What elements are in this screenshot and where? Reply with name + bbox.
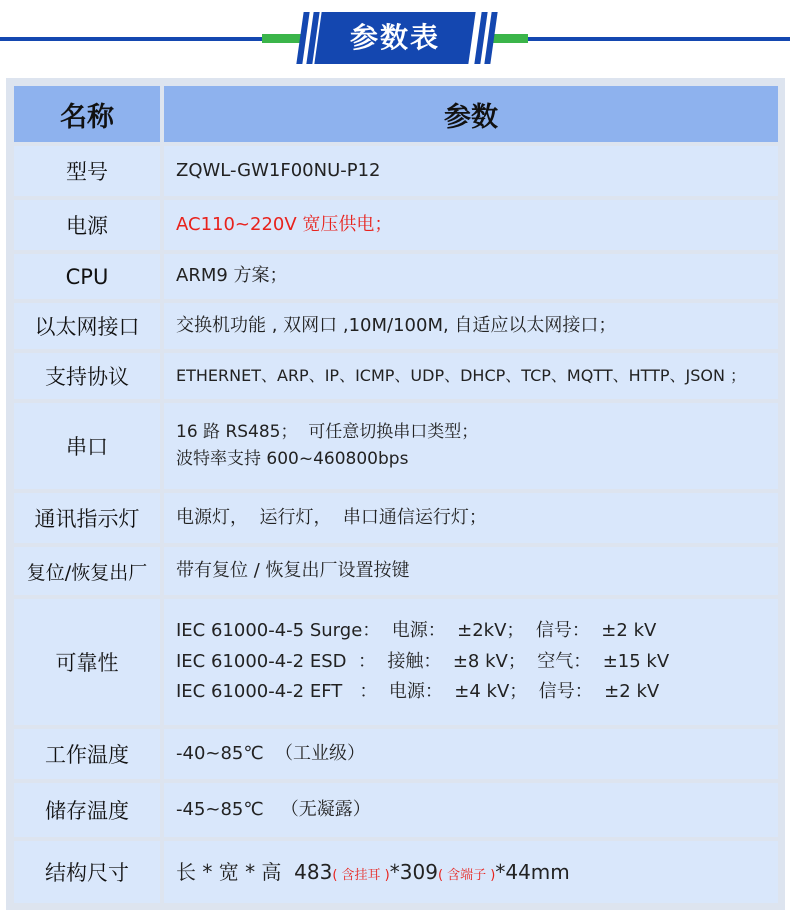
row-label: 型号 [14,146,160,196]
value-line: -40~85℃ （工业级） [176,742,366,764]
size-note: ( 含端子 ) [437,867,496,883]
row-label: 工作温度 [14,729,160,779]
value-line: IEC 61000-4-2 EFT ： 电源： ±4 kV； 信号： ±2 kV [176,681,660,703]
value-line: 带有复位 / 恢复出厂设置按键 [176,559,410,581]
row-label: 复位/恢复出厂 [14,547,160,595]
size-text: *309 [389,859,438,884]
row-label: 结构尺寸 [14,841,160,903]
row-value [164,599,778,725]
row-value [164,200,778,250]
page-banner [0,0,790,72]
value-line: IEC 61000-4-2 ESD ： 接触： ±8 kV； 空气： ±15 kV [176,650,670,672]
table-row [14,841,778,903]
table-row [14,783,778,837]
banner-accent-left [262,34,302,43]
row-label: 储存温度 [14,783,160,837]
row-value [164,729,778,779]
banner-rule-left [0,37,270,41]
row-value [164,303,778,349]
table-row [14,200,778,250]
row-value [164,547,778,595]
row-label: 通讯指示灯 [14,493,160,543]
table-header-row [14,86,778,142]
value-line: ARM9 方案； [176,265,288,287]
column-header-value: 参数 [164,86,778,142]
row-label: 以太网接口 [14,303,160,349]
table-row [14,303,778,349]
table-row [14,547,778,595]
table-row [14,254,778,299]
row-value [164,146,778,196]
value-line: ZQWL-GW1F00NU-P12 [176,159,381,181]
row-label: 串口 [14,403,160,489]
size-note: ( 含挂耳 ) [332,867,390,883]
value-line: 电源灯， 运行灯， 串口通信运行灯； [176,506,487,528]
value-line: -45~85℃ （无凝露） [176,798,371,820]
table-row [14,493,778,543]
row-value [164,841,778,903]
row-value [164,783,778,837]
row-value [164,254,778,299]
table-row [14,729,778,779]
value-line [176,860,778,885]
banner-rule-right [526,37,790,41]
column-header-name: 名称 [14,86,160,142]
row-value [164,493,778,543]
row-label: 电源 [14,200,160,250]
value-line-highlight: AC110~220V 宽压供电； [176,213,393,235]
value-line: 波特率支持 600~460800bps [176,449,409,469]
table-row [14,599,778,725]
value-line: 交换机功能 , 双网口 ,10M/100M, 自适应以太网接口； [176,314,617,336]
row-label: 支持协议 [14,353,160,399]
size-text: *44mm [495,859,570,884]
value-line: ETHERNET、ARP、IP、ICMP、UDP、DHCP、TCP、MQTT、HTTP、JSON ； [176,366,747,385]
row-value [164,353,778,399]
row-value [164,403,778,489]
size-text: 长 * 宽 * 高 483 [176,859,333,884]
row-label: 可靠性 [14,599,160,725]
value-line: 16 路 RS485； 可任意切换串口类型； [176,421,479,442]
row-label: CPU [14,254,160,299]
table-row [14,403,778,489]
table-row [14,146,778,196]
page-title: 参数表 [349,21,440,54]
banner-accent-right [490,34,528,43]
spec-table-panel [6,78,785,910]
table-row [14,353,778,399]
value-line: IEC 61000-4-5 Surge： 电源： ±2kV； 信号： ±2 kV [176,620,657,642]
